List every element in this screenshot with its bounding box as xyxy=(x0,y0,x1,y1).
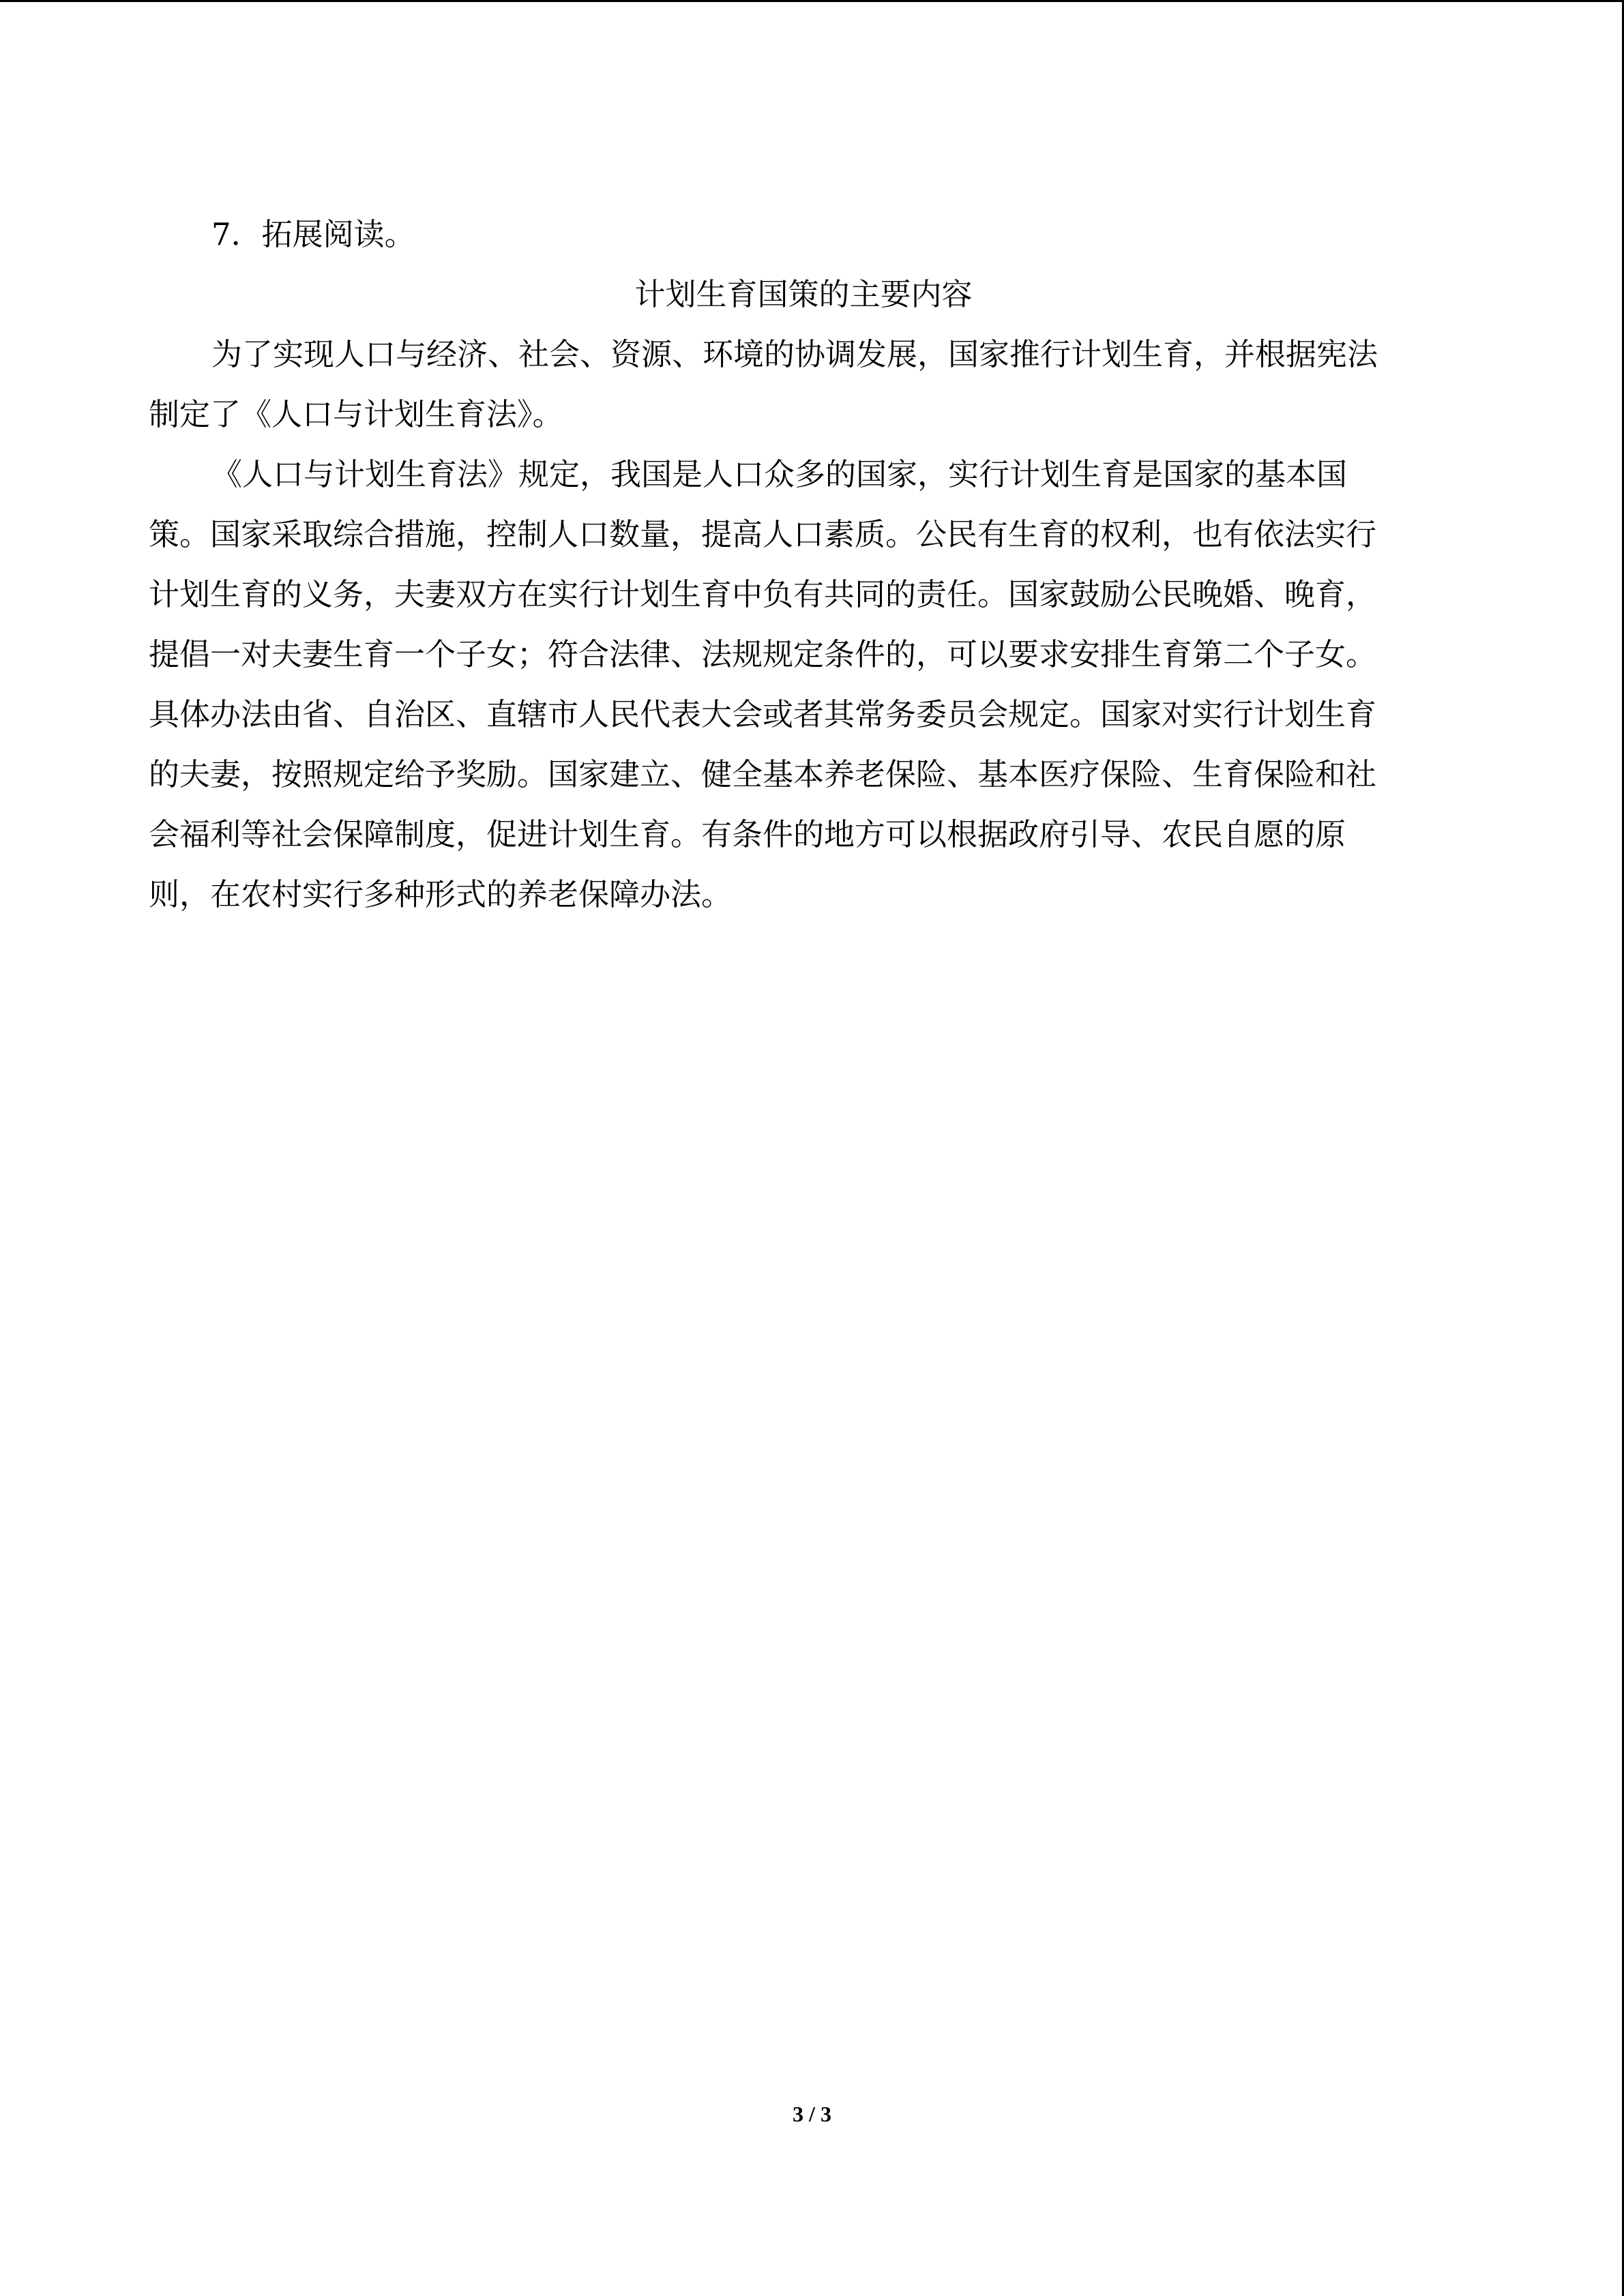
page-top-border xyxy=(0,0,1624,2)
page-number: 3 / 3 xyxy=(793,2102,831,2126)
section-title: 计划生育国策的主要内容 xyxy=(634,276,973,312)
paragraph-2-line: 会福利等社会保障制度，促进计划生育。有条件的地方可以根据政府引导、农民自愿的原 xyxy=(149,816,1346,852)
paragraph-1-line: 制定了《人口与计划生育法》。 xyxy=(149,396,563,432)
paragraph-2-line: 计划生育的义务，夫妻双方在实行计划生育中负有共同的责任。国家鼓励公民晚婚、晚育， xyxy=(149,576,1377,612)
item-heading: 7．拓展阅读。 xyxy=(211,216,415,252)
paragraph-2-line: 策。国家采取综合措施，控制人口数量，提高人口素质。公民有生育的权利，也有依法实行 xyxy=(149,516,1377,552)
paragraph-1-line: 为了实现人口与经济、社会、资源、环境的协调发展，国家推行计划生育，并根据宪法 xyxy=(211,336,1378,372)
paragraph-2-line: 则，在农村实行多种形式的养老保障办法。 xyxy=(149,876,733,912)
paragraph-2-line: 的夫妻，按照规定给予奖励。国家建立、健全基本养老保险、基本医疗保险、生育保险和社 xyxy=(149,756,1377,792)
paragraph-2-line: 《人口与计划生育法》规定，我国是人口众多的国家，实行计划生育是国家的基本国 xyxy=(211,456,1348,492)
paragraph-2-line: 提倡一对夫妻生育一个子女；符合法律、法规规定条件的，可以要求安排生育第二个子女。 xyxy=(149,636,1377,672)
paragraph-2-line: 具体办法由省、自治区、直辖市人民代表大会或者其常务委员会规定。国家对实行计划生育 xyxy=(149,696,1377,732)
